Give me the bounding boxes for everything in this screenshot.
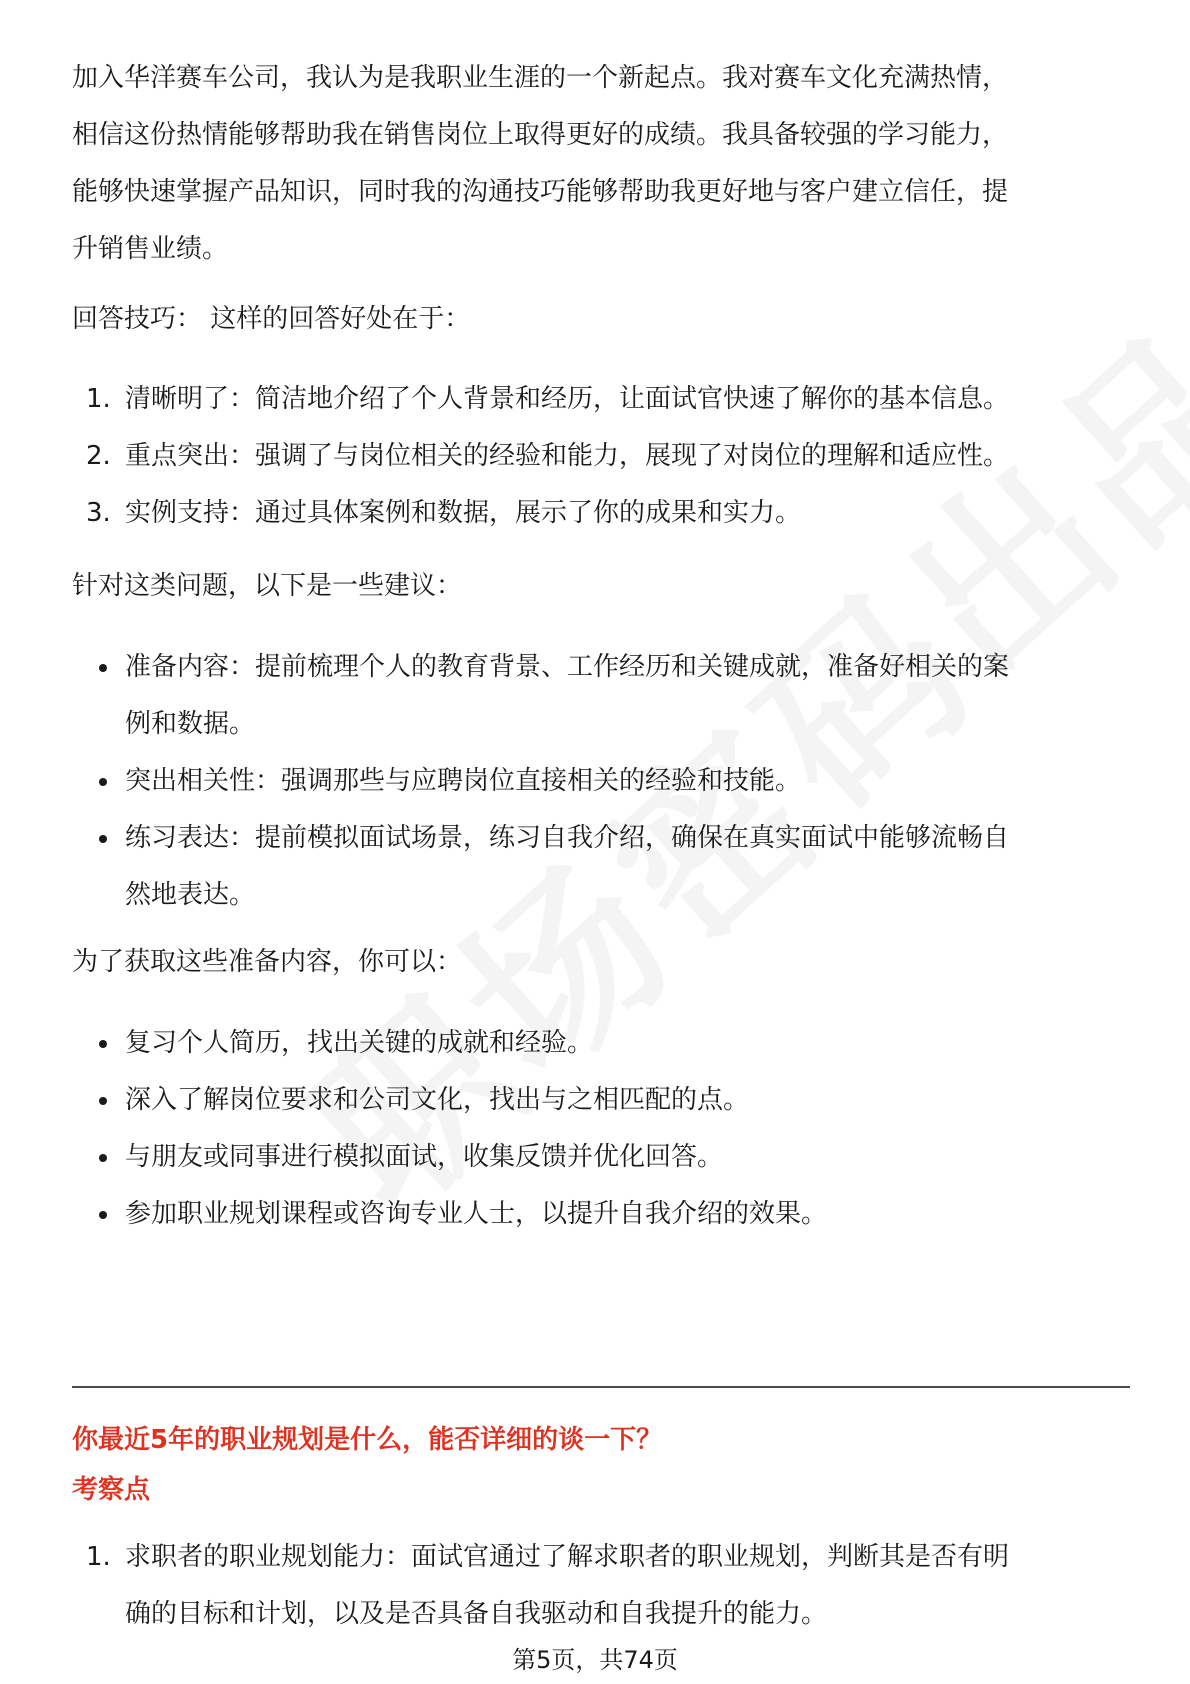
bullet-icon bbox=[99, 778, 107, 786]
prep-list bbox=[72, 1015, 1130, 1243]
bullet-icon bbox=[99, 1097, 107, 1105]
list-item bbox=[72, 1129, 1130, 1186]
bullet-icon bbox=[99, 1211, 107, 1219]
list-item bbox=[72, 371, 1130, 428]
list-item-text: 实例支持：通过具体案例和数据，展示了你的成果和实力。 bbox=[125, 498, 802, 528]
tips-list bbox=[72, 371, 1130, 542]
bullet-icon bbox=[99, 1154, 107, 1162]
list-item bbox=[72, 810, 1130, 924]
list-item bbox=[72, 1186, 1130, 1243]
page-footer: 第5页，共74页 bbox=[512, 1646, 678, 1674]
section-divider bbox=[72, 1386, 1130, 1388]
list-number: 1. bbox=[86, 1542, 111, 1572]
intro-paragraph bbox=[72, 50, 1130, 278]
intro-line: 能够快速掌握产品知识，同时我的沟通技巧能够帮助我更好地与客户建立信任，提 bbox=[72, 177, 1009, 207]
list-item-text-cont: 确的目标和计划，以及是否具备自我驱动和自我提升的能力。 bbox=[125, 1599, 828, 1629]
list-number: 1. bbox=[86, 384, 111, 414]
advice-list bbox=[72, 639, 1130, 924]
list-item-text: 重点突出：强调了与岗位相关的经验和能力，展现了对岗位的理解和适应性。 bbox=[125, 441, 1010, 471]
tips-heading: 回答技巧： 这样的回答好处在于： bbox=[72, 304, 471, 334]
section-label: 考察点 bbox=[72, 1475, 151, 1505]
advice-heading: 针对这类问题，以下是一些建议： bbox=[72, 571, 463, 601]
list-item-text: 复习个人简历，找出关键的成就和经验。 bbox=[125, 1028, 594, 1058]
list-item-text-cont: 例和数据。 bbox=[125, 709, 256, 739]
intro-line: 升销售业绩。 bbox=[72, 234, 229, 264]
list-item bbox=[72, 485, 1130, 542]
list-item bbox=[72, 1072, 1130, 1129]
list-item-text: 练习表达：提前模拟面试场景，练习自我介绍，确保在真实面试中能够流畅自 bbox=[125, 823, 1010, 853]
list-item-text-cont: 然地表达。 bbox=[125, 880, 256, 910]
prep-heading: 为了获取这些准备内容，你可以： bbox=[72, 947, 463, 977]
list-number: 3. bbox=[86, 498, 111, 528]
list-item bbox=[72, 428, 1130, 485]
bullet-icon bbox=[99, 835, 107, 843]
list-item bbox=[72, 1529, 1130, 1643]
list-number: 2. bbox=[86, 441, 111, 471]
question-title: 你最近5年的职业规划是什么，能否详细的谈一下？ bbox=[72, 1425, 663, 1455]
list-item-text: 准备内容：提前梳理个人的教育背景、工作经历和关键成就，准备好相关的案 bbox=[125, 652, 1010, 682]
list-item-text: 深入了解岗位要求和公司文化，找出与之相匹配的点。 bbox=[125, 1085, 750, 1115]
list-item-text: 与朋友或同事进行模拟面试，收集反馈并优化回答。 bbox=[125, 1142, 724, 1172]
list-item bbox=[72, 753, 1130, 810]
points-list bbox=[72, 1529, 1130, 1643]
bullet-icon bbox=[99, 1040, 107, 1048]
list-item-text: 清晰明了：简洁地介绍了个人背景和经历，让面试官快速了解你的基本信息。 bbox=[125, 384, 1010, 414]
bullet-icon bbox=[99, 664, 107, 672]
list-item bbox=[72, 1015, 1130, 1072]
intro-line: 加入华洋赛车公司，我认为是我职业生涯的一个新起点。我对赛车文化充满热情， bbox=[72, 63, 1009, 93]
intro-line: 相信这份热情能够帮助我在销售岗位上取得更好的成绩。我具备较强的学习能力， bbox=[72, 120, 1009, 150]
list-item-text: 突出相关性：强调那些与应聘岗位直接相关的经验和技能。 bbox=[125, 766, 802, 796]
list-item-text: 求职者的职业规划能力：面试官通过了解求职者的职业规划，判断其是否有明 bbox=[125, 1542, 1010, 1572]
list-item bbox=[72, 639, 1130, 753]
list-item-text: 参加职业规划课程或咨询专业人士，以提升自我介绍的效果。 bbox=[125, 1199, 828, 1229]
